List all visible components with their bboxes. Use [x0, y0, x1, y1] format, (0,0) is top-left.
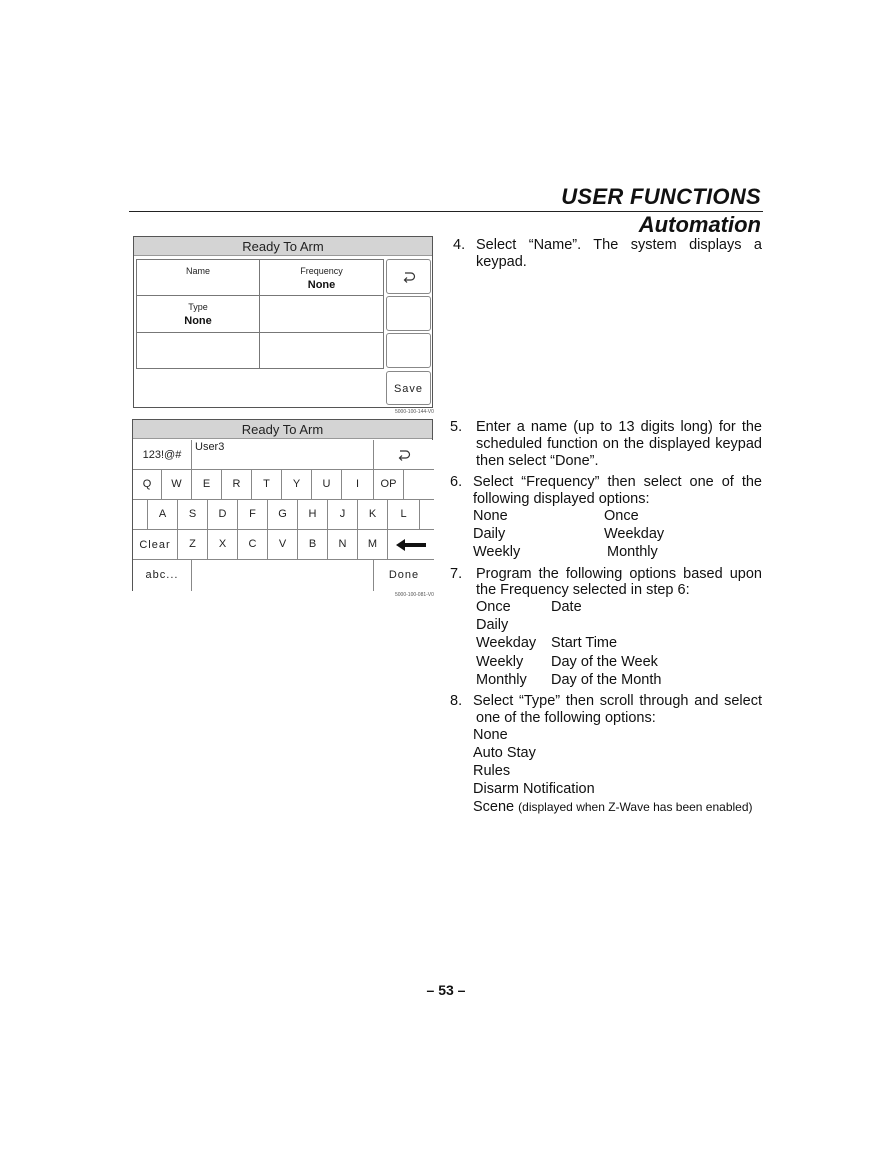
key-n[interactable]: N	[327, 529, 358, 560]
key-blank-r2-left[interactable]	[133, 499, 148, 530]
type-option: Auto Stay	[473, 745, 536, 761]
name-label: Name	[185, 266, 210, 276]
program-frequency: Once	[476, 599, 511, 615]
page-number: – 53 –	[426, 982, 466, 998]
step-4-line-1: Select “Name”. The system displays a	[476, 237, 762, 253]
frequency-option: Weekly	[473, 544, 521, 560]
name-input-value: User3	[195, 441, 225, 453]
key-c[interactable]: C	[237, 529, 268, 560]
save-button[interactable]: Save	[386, 371, 431, 405]
schedule-screen	[133, 236, 433, 408]
figure-id: 5000-100-144-V0	[395, 409, 434, 415]
name-cell[interactable]	[136, 259, 260, 296]
key-blank-r1[interactable]	[403, 469, 434, 500]
key-g[interactable]: G	[267, 499, 298, 530]
figure-id: 5000-100-081-V0	[395, 592, 434, 598]
type-option-scene	[473, 799, 753, 816]
key-t[interactable]: T	[251, 469, 282, 500]
step-5-line-1: Enter a name (up to 13 digits long) for the	[476, 419, 762, 435]
frequency-option: Daily	[473, 526, 506, 542]
step-4-number: 4.	[453, 237, 466, 253]
step-8-line-1: Select “Type” then scroll through and select	[473, 693, 762, 709]
key-u[interactable]: U	[311, 469, 342, 500]
program-frequency: Daily	[476, 617, 509, 633]
program-setting: Start Time	[551, 635, 618, 651]
step-7-line-1: Program the following options based upon	[476, 566, 762, 582]
done-button[interactable]: Done	[373, 559, 434, 591]
key-h[interactable]: H	[297, 499, 328, 530]
step-7-line-2: the Frequency selected in step 6:	[476, 582, 690, 598]
key-op[interactable]: OP	[373, 469, 404, 500]
type-option: Rules	[473, 763, 511, 779]
side-button-3[interactable]	[386, 333, 431, 368]
type-value: None	[184, 315, 212, 327]
program-setting: Day of the Month	[551, 672, 662, 688]
key-z[interactable]: Z	[177, 529, 208, 560]
key-d[interactable]: D	[207, 499, 238, 530]
step-4-line-2: keypad.	[476, 254, 527, 270]
type-cell[interactable]	[136, 295, 260, 333]
abc-button[interactable]: abc...	[133, 559, 192, 591]
key-s[interactable]: S	[177, 499, 208, 530]
name-input[interactable]	[191, 440, 374, 470]
type-label: Type	[188, 302, 208, 312]
step-8-number: 8.	[450, 693, 463, 709]
empty-cell	[259, 332, 384, 369]
left-arrow-icon	[395, 538, 427, 552]
step-6-line-2: following displayed options:	[473, 491, 650, 507]
status-bar: Ready To Arm	[133, 420, 432, 439]
type-option: Scene	[473, 799, 515, 815]
type-option: None	[473, 727, 508, 743]
program-frequency: Weekday	[476, 635, 537, 651]
frequency-option: Weekday	[604, 526, 665, 542]
step-6-number: 6.	[450, 474, 463, 490]
step-6-line-1: Select “Frequency” then select one of the	[473, 474, 762, 490]
step-5-line-2: scheduled function on the displayed keypad	[476, 436, 762, 452]
empty-cell	[259, 295, 384, 333]
key-b[interactable]: B	[297, 529, 328, 560]
mode-toggle-button[interactable]: 123!@#	[133, 440, 192, 470]
frequency-cell[interactable]	[259, 259, 384, 296]
key-l[interactable]: L	[387, 499, 420, 530]
back-arrow-icon	[397, 449, 411, 461]
frequency-label: Frequency	[300, 266, 343, 276]
space-bar[interactable]	[191, 559, 374, 591]
key-a[interactable]: A	[147, 499, 178, 530]
key-q[interactable]: Q	[133, 469, 162, 500]
section-title: USER FUNCTIONS	[561, 184, 761, 209]
step-7-number: 7.	[450, 566, 463, 582]
key-f[interactable]: F	[237, 499, 268, 530]
program-setting: Date	[551, 599, 582, 615]
frequency-value: None	[307, 279, 336, 291]
step-5-line-3: then select “Done”.	[476, 453, 599, 469]
key-i[interactable]: I	[341, 469, 374, 500]
key-r[interactable]: R	[221, 469, 252, 500]
back-button[interactable]	[373, 440, 433, 470]
key-w[interactable]: W	[161, 469, 192, 500]
key-k[interactable]: K	[357, 499, 388, 530]
key-e[interactable]: E	[191, 469, 222, 500]
key-m[interactable]: M	[357, 529, 388, 560]
program-setting: Day of the Week	[551, 654, 658, 670]
key-v[interactable]: V	[267, 529, 298, 560]
program-frequency: Weekly	[476, 654, 524, 670]
clear-button[interactable]: Clear	[133, 529, 178, 560]
back-button[interactable]	[386, 259, 431, 294]
frequency-option: Monthly	[607, 544, 658, 560]
scene-note: (displayed when Z-Wave has been enabled)	[518, 800, 753, 814]
key-j[interactable]: J	[327, 499, 358, 530]
program-frequency: Monthly	[476, 672, 527, 688]
frequency-option: None	[473, 508, 508, 524]
subsection-title: Automation	[638, 212, 761, 237]
frequency-option: Once	[604, 508, 639, 524]
step-5-number: 5.	[450, 419, 463, 435]
side-button-2[interactable]	[386, 296, 431, 331]
key-x[interactable]: X	[207, 529, 238, 560]
status-bar: Ready To Arm	[134, 237, 432, 256]
step-8-line-2: one of the following options:	[476, 710, 656, 726]
type-option: Disarm Notification	[473, 781, 595, 797]
back-arrow-icon	[402, 271, 416, 283]
keypad-screen	[132, 419, 433, 591]
empty-cell	[136, 332, 260, 369]
key-blank-r2-right[interactable]	[419, 499, 434, 530]
key-y[interactable]: Y	[281, 469, 312, 500]
backspace-button[interactable]	[387, 529, 434, 560]
